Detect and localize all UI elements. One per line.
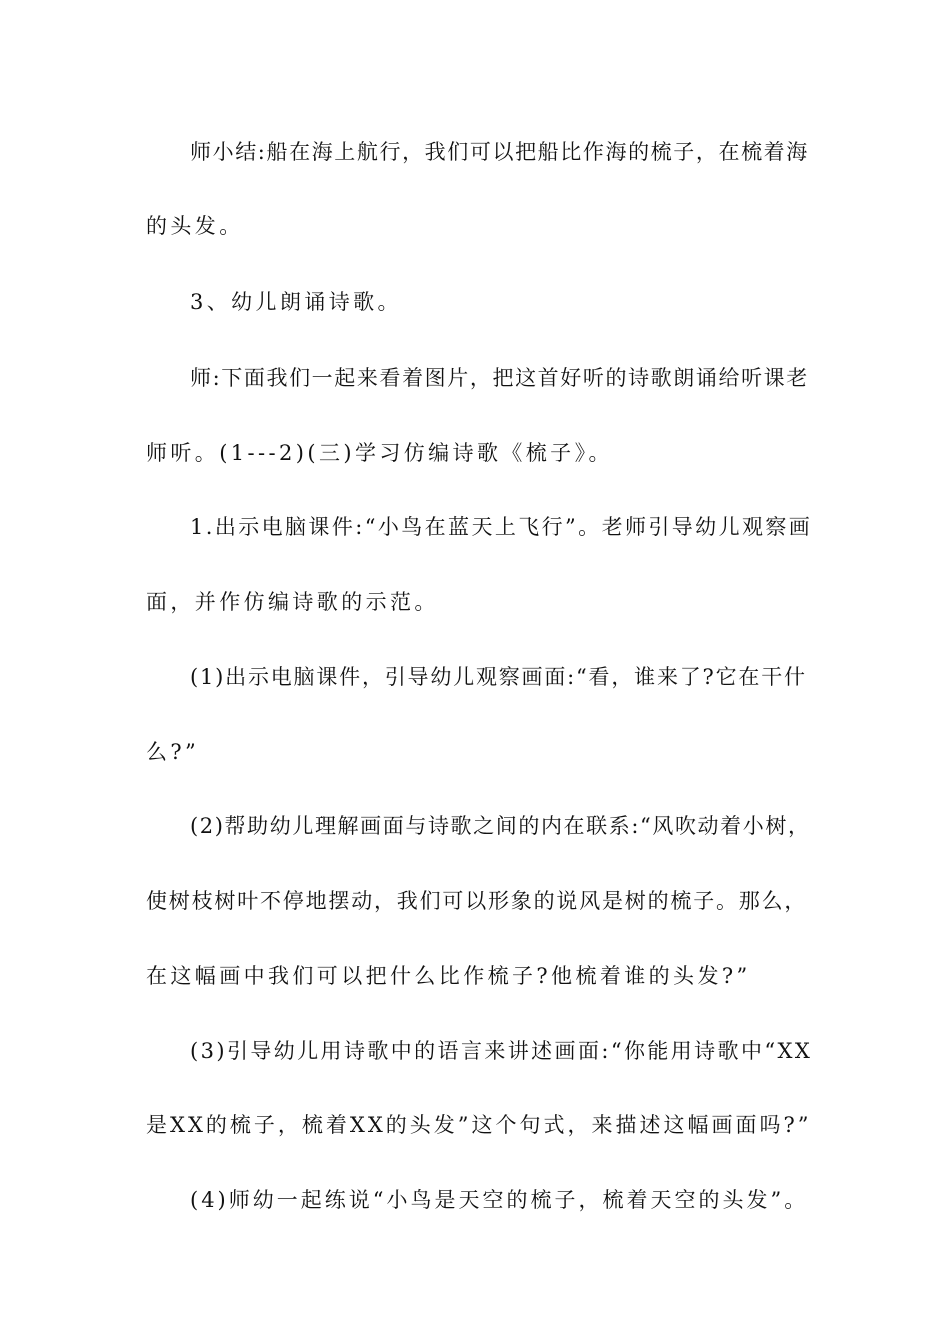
text-line-summary-1: 师小结:船在海上航行，我们可以把船比作海的梳子，在梳着海 [190, 140, 809, 164]
item-1-line-2: 面，并作仿编诗歌的示范。 [146, 590, 439, 614]
item-1-line-1: 1.出示电脑课件:“小鸟在蓝天上飞行”。老师引导幼儿观察画 [190, 515, 813, 539]
text-line-teacher-1: 师:下面我们一起来看着图片，把这首好听的诗歌朗诵给听课老 [190, 366, 809, 390]
subitem-2-line-1: (2)帮助幼儿理解画面与诗歌之间的内在联系:“风吹动着小树， [190, 814, 811, 838]
step-3-heading: 3、幼儿朗诵诗歌。 [190, 290, 402, 314]
subitem-4-line-1: (4)师幼一起练说“小鸟是天空的梳子，梳着天空的头发”。 [190, 1188, 809, 1212]
subitem-3-line-1: (3)引导幼儿用诗歌中的语言来讲述画面:“你能用诗歌中“XX [190, 1039, 813, 1063]
subitem-3-line-2: 是XX的梳子，梳着XX的头发”这个句式，来描述这幅画面吗?” [146, 1113, 812, 1137]
subitem-2-line-2: 使树枝树叶不停地摆动，我们可以形象的说风是树的梳子。那么， [146, 889, 808, 913]
text-line-teacher-2: 师听。(1---2)(三)学习仿编诗歌《梳子》。 [146, 441, 613, 465]
subitem-2-line-3: 在这幅画中我们可以把什么比作梳子?他梳着谁的头发?” [146, 964, 751, 988]
subitem-1-line-2: 么?” [146, 740, 200, 764]
subitem-1-line-1: (1)出示电脑课件，引导幼儿观察画面:“看，谁来了?它在干什 [190, 665, 807, 689]
text-line-summary-2: 的头发。 [146, 214, 244, 238]
